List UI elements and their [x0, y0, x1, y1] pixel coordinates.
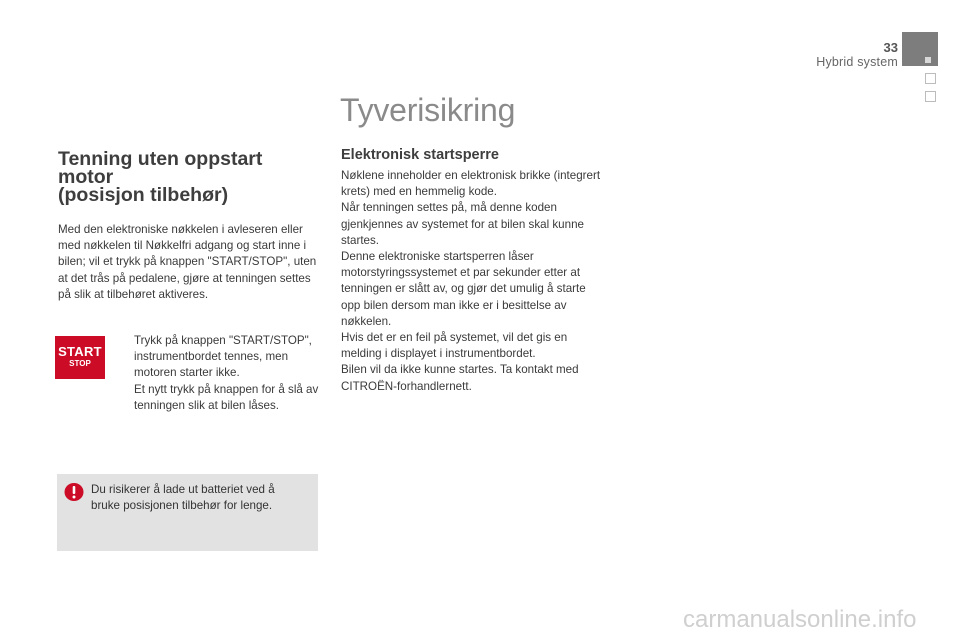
- paragraph: Nøklene inneholder en elektronisk brikke (integrert krets) med en hemmelig kode.: [341, 169, 601, 199]
- watermark-link[interactable]: carmanualsonline.info: [683, 606, 917, 633]
- section-name: Hybrid system: [816, 55, 898, 69]
- right-heading: Elektronisk startsperre: [341, 147, 499, 163]
- list-item: [115, 382, 323, 414]
- page-title: Tyverisikring: [340, 92, 516, 128]
- instruction-list: [115, 333, 323, 414]
- paragraph: Når tenningen settes på, må denne koden gjenkjennes av systemet for at bilen skal kunne startes.: [341, 201, 584, 247]
- start-stop-button-icon: [55, 336, 105, 379]
- tab-marker-empty: [925, 91, 936, 102]
- tab-marker-empty: [925, 73, 936, 84]
- warning-text: Du risikerer å lade ut batteriet ved å bruke posisjonen tilbehør for lenge.: [91, 483, 275, 513]
- section-tab-block: [902, 32, 938, 66]
- list-item-text: Trykk på knappen "START/STOP", instrumentbordet tennes, men motoren starter ikke.: [134, 334, 312, 380]
- left-heading: [58, 150, 318, 204]
- section-tab-dot: [925, 57, 931, 63]
- left-heading-line: motor: [58, 166, 114, 188]
- paragraph: Bilen vil da ikke kunne startes. Ta kontakt med CITROËN-forhandlernett.: [341, 363, 579, 393]
- intro-paragraph: Med den elektroniske nøkkelen i avleseren eller med nøkkelen til Nøkkelfri adgang og start inne i bilen; vil et trykk på knappen "START/STOP", uten at det trås på pedalene, gjøre at tenningen settes på slik at tilbehøret aktiveres.: [58, 223, 317, 301]
- left-heading-line: Tenning uten oppstart: [58, 148, 263, 170]
- warning-icon: [64, 482, 84, 502]
- paragraph: Denne elektroniske startsperren låser motorstyringssystemet et par sekunder etter at tenningen er slått av, og gjør det umulig å starte opp bilen dersom man ikke er i besittelse av nøkkelen.: [341, 250, 586, 328]
- page-number: 33: [883, 40, 898, 55]
- right-body: [341, 168, 606, 395]
- list-item: [115, 333, 323, 382]
- start-stop-label-start: START: [58, 344, 102, 359]
- start-stop-label-stop: STOP: [69, 359, 91, 368]
- paragraph: Hvis det er en feil på systemet, vil det gis en melding i displayet i instrumentbordet.: [341, 331, 568, 361]
- left-heading-line: (posisjon tilbehør): [58, 184, 229, 206]
- list-item-text: Et nytt trykk på knappen for å slå av tenningen slik at bilen låses.: [134, 382, 319, 412]
